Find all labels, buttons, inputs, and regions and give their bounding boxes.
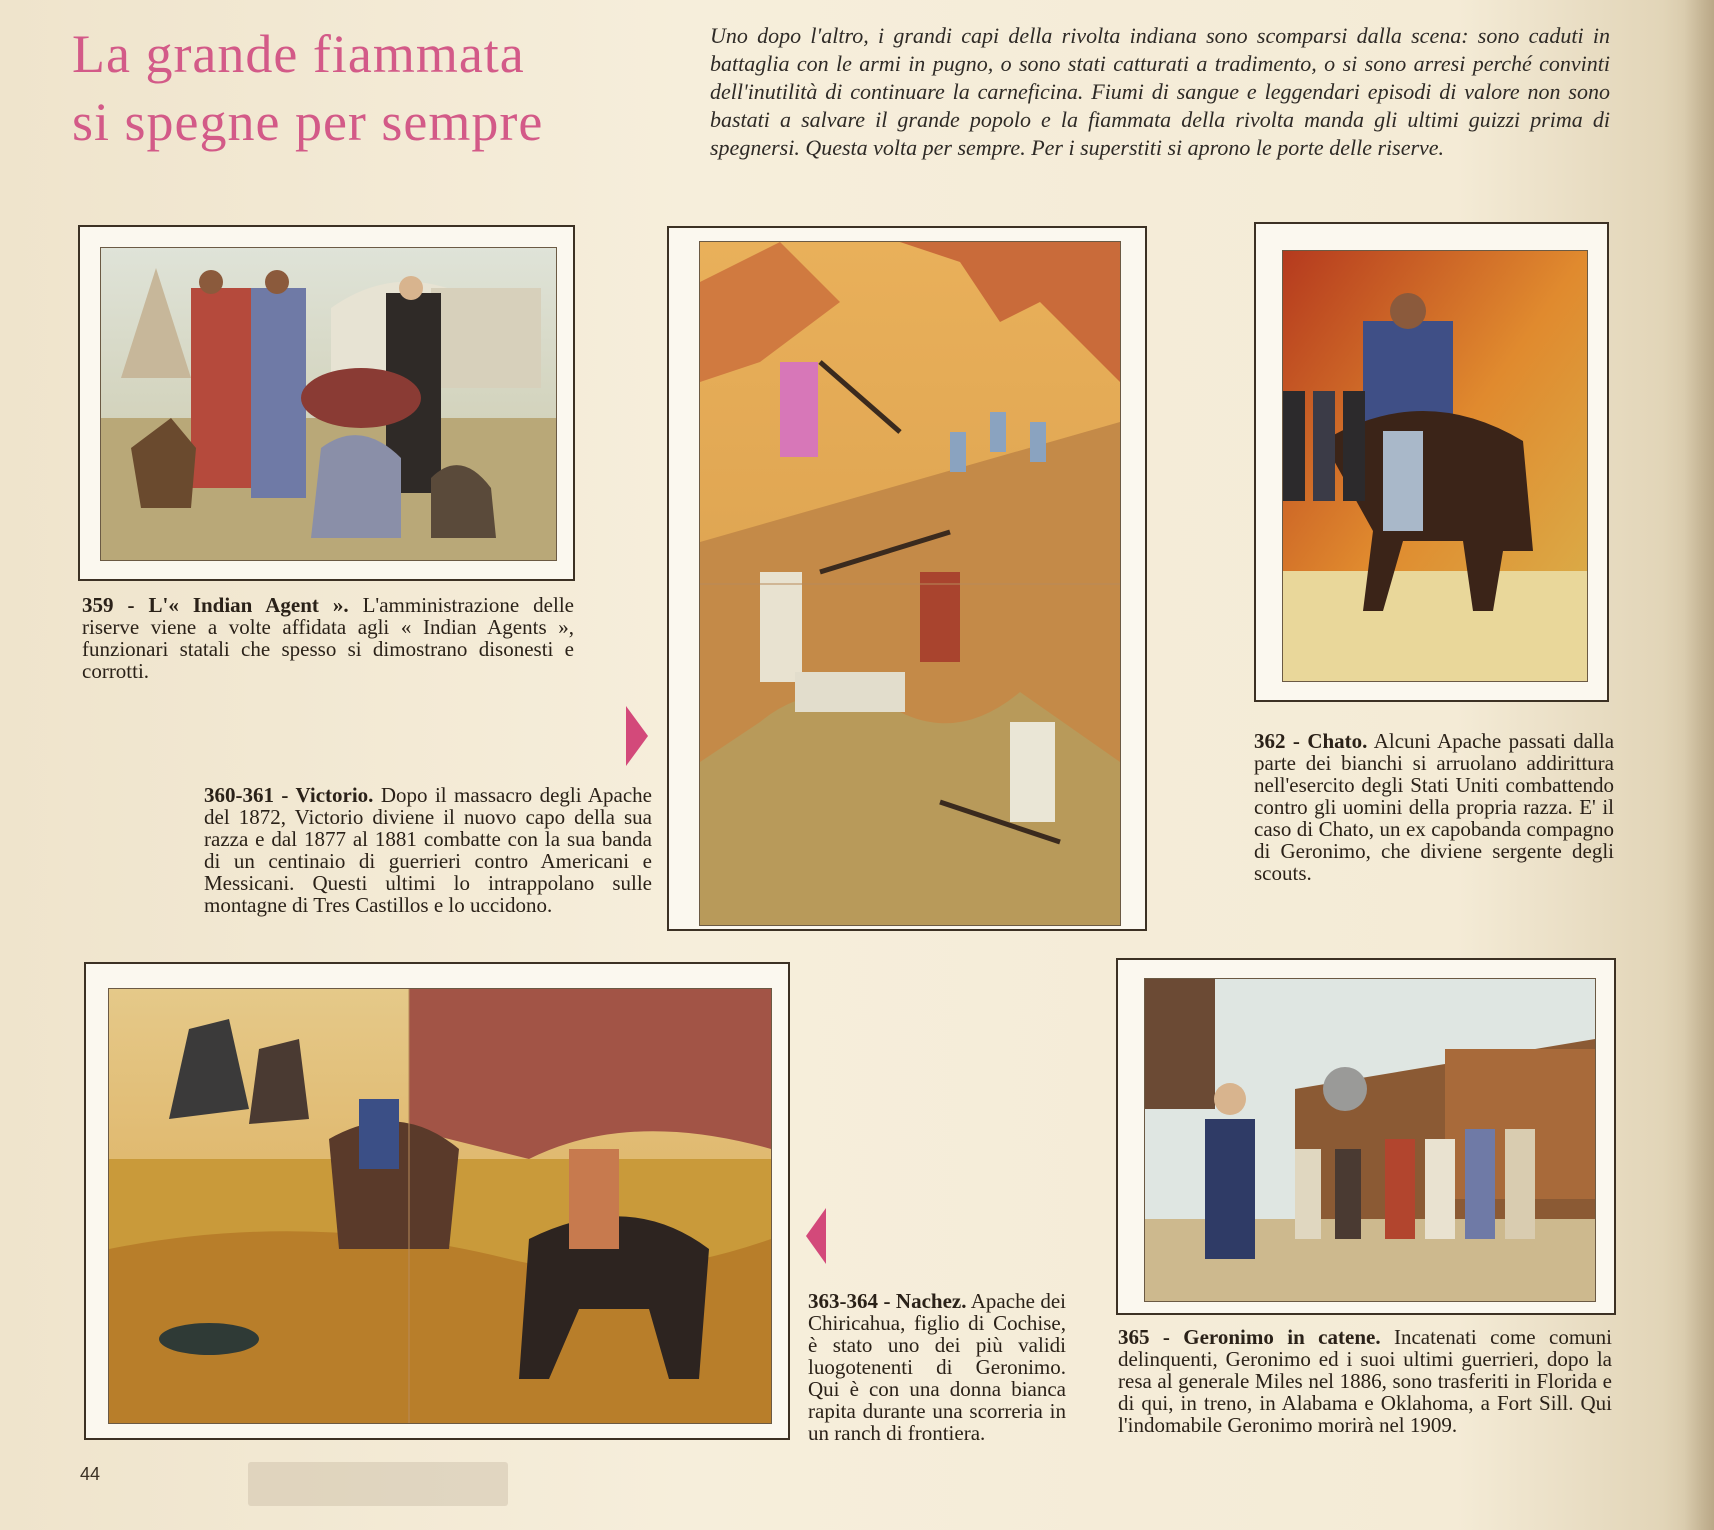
card-360-361-caption: 360-361 - Victorio. Dopo il massacro degli Apache del 1872, Victorio diviene il nuovo capo della sua razza e dal 1877 al 1881 combatte con la sua banda di un centinaio di guerrieri contro Americani e Messicani. Questi ultimi lo intrappolano sulle montagne di Tres Castillos e lo uccidono. [204, 783, 652, 917]
card-363-364-illustration [108, 988, 772, 1424]
card-359-illustration [100, 247, 557, 561]
page-title [72, 20, 632, 156]
card-362-caption: 362 - Chato. Alcuni Apache passati dalla parte dei bianchi si arruolano addirittura nell'esercito degli Stati Uniti combattendo contro gli uomini della propria razza. E' il caso di Chato, un ex capobanda compagno di Geronimo, che diviene sergente degli scouts. [1254, 729, 1615, 885]
card-362-illustration [1282, 250, 1588, 682]
card-362-number: 362 [1254, 729, 1286, 753]
card-363-364-title: Nachez. [895, 1289, 967, 1313]
card-363-364-text: Apache dei Chiricahua, figlio di Cochise, è stato uno dei più validi luogotenenti di Geronimo. Qui è con una donna bianca rapita durante una scorreria in un ranch di frontiera. [808, 1289, 1066, 1445]
page-title-line2: si spegne per sempre [72, 92, 544, 152]
card-359-text: L'amministrazione delle riserve viene a volte affidata agli « Indian Agents », funzionari statali che spesso si dimostrano disonesti e corrotti. [82, 593, 574, 683]
card-365-caption: 365 - Geronimo in catene. Incatenati come comuni delinquenti, Geronimo ed i suoi ultimi guerrieri, dopo la resa al generale Miles nel 1886, sono trasferiti in Florida e di qui, in treno, in Alabama e Oklahoma, a Fort Sill. Qui l'indomabile Geronimo morirà nel 1909. [1118, 1325, 1612, 1437]
triangle-right-icon [626, 706, 648, 766]
triangle-left-icon [806, 1208, 826, 1264]
paper-stain [248, 1462, 508, 1506]
card-365-frame [1116, 958, 1616, 1315]
card-359-title: L'« Indian Agent ». [148, 593, 349, 617]
card-365-number: 365 [1118, 1325, 1150, 1349]
card-359-frame [78, 225, 575, 581]
card-360-361-title: Victorio. [295, 783, 374, 807]
card-360-361-number: 360-361 [204, 783, 274, 807]
card-363-364-caption: 363-364 - Nachez. Apache dei Chiricahua, figlio di Cochise, è stato uno dei più validi luogotenenti di Geronimo. Qui è con una donna bianca rapita durante una scorreria in un ranch di frontiera. [808, 1289, 1066, 1445]
card-365-illustration [1144, 978, 1596, 1302]
card-363-364-number: 363-364 [808, 1289, 878, 1313]
card-365-title: Geronimo in catene. [1183, 1325, 1381, 1349]
card-365-text: Incatenati come comuni delinquenti, Geronimo ed i suoi ultimi guerrieri, dopo la resa al generale Miles nel 1886, sono trasferiti in Florida e di qui, in treno, in Alabama e Oklahoma, a Fort Sill. Qui l'indomabile Geronimo morirà nel 1909. [1118, 1325, 1612, 1437]
page-spine-shadow [1684, 0, 1714, 1530]
card-359-number: 359 [82, 593, 114, 617]
intro-paragraph: Uno dopo l'altro, i grandi capi della rivolta indiana sono scomparsi dalla scena: sono caduti in battaglia con le armi in pugno, o sono stati catturati a tradimento, o si sono arresi perché convinti dell'inutilità di continuare la carneficina. Fiumi di sangue e leggendari episodi di valore non sono bastati a salvare il grande popolo e la fiammata della rivolta manda gli ultimi guizzi prima di spegnersi. Questa volta per sempre. Per i superstiti si aprono le porte delle riserve. [710, 23, 1610, 160]
card-362-text: Alcuni Apache passati dalla parte dei bianchi si arruolano addirittura nell'esercito degli Stati Uniti combattendo contro gli uomini della propria razza. E' il caso di Chato, un ex capobanda compagno di Geronimo, che diviene sergente degli scouts. [1254, 729, 1615, 885]
card-363-364-frame [84, 962, 790, 1440]
card-362-frame [1254, 222, 1609, 702]
card-360-361-illustration [699, 241, 1121, 926]
page-title-line1: La grande fiammata [72, 24, 525, 84]
page-number: 44 [80, 1464, 101, 1484]
card-360-361-text: Dopo il massacro degli Apache del 1872, Victorio diviene il nuovo capo della sua razza e dal 1877 al 1881 combatte con la sua banda di un centinaio di guerrieri contro Americani e Messicani. Questi ultimi lo intrappolano sulle montagne di Tres Castillos e lo uccidono. [204, 783, 652, 917]
card-362-title: Chato. [1307, 729, 1368, 753]
card-359-caption: 359 - L'« Indian Agent ». L'amministrazione delle riserve viene a volte affidata agli « Indian Agents », funzionari statali che spesso si dimostrano disonesti e corrotti. [82, 593, 574, 683]
card-360-361-frame [667, 226, 1147, 931]
